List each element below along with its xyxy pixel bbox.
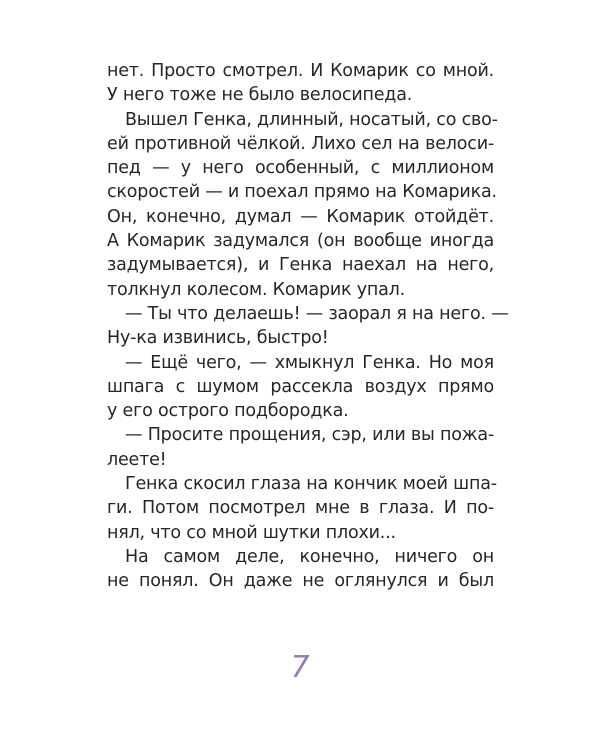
page-number: 7 bbox=[290, 650, 310, 685]
text-line: Ну-ка извинись, быстро! bbox=[107, 328, 329, 349]
text-line: — Ты что делаешь! — заорал я на него. — bbox=[125, 303, 509, 324]
text-line: пед — у него особенный, с миллионом bbox=[107, 158, 494, 179]
text-line: Он, конечно, думал — Комарик отойдёт. bbox=[107, 206, 494, 227]
text-line: ей противной чёлкой. Лихо сел на велоси- bbox=[107, 133, 494, 154]
text-line: На самом деле, конечно, ничего он bbox=[125, 546, 494, 567]
text-line: не понял. Он даже не оглянулся и был bbox=[107, 571, 494, 592]
text-line: нет. Просто смотрел. И Комарик со мной. bbox=[107, 61, 494, 81]
text-line: ги. Потом посмотрел мне в глаза. И по- bbox=[107, 498, 494, 519]
text-line: у его острого подбородка. bbox=[107, 401, 349, 422]
text-line: У него тоже не было велосипеда. bbox=[107, 85, 413, 106]
text-line: А Комарик задумался (он вообще иногда bbox=[107, 231, 494, 252]
body-text bbox=[107, 59, 509, 594]
text-line: нял, что со мной шутки плохи... bbox=[107, 522, 396, 543]
text-line: — Ещё чего, — хмыкнул Генка. Но моя bbox=[125, 352, 494, 373]
text-line: Вышел Генка, длинный, носатый, со сво- bbox=[125, 109, 498, 130]
text-line: скоростей — и поехал прямо на Комарика. bbox=[107, 182, 497, 203]
text-line: задумывается), и Генка наехал на него, bbox=[107, 255, 494, 276]
text-line: Генка скосил глаза на кончик моей шпа- bbox=[125, 474, 497, 495]
text-line: леете! bbox=[107, 449, 167, 470]
text-line: шпага с шумом рассекла воздух прямо bbox=[107, 376, 494, 397]
text-line: — Просите прощения, сэр, или вы пожа- bbox=[125, 425, 494, 446]
text-line: толкнул колесом. Комарик упал. bbox=[107, 279, 406, 300]
